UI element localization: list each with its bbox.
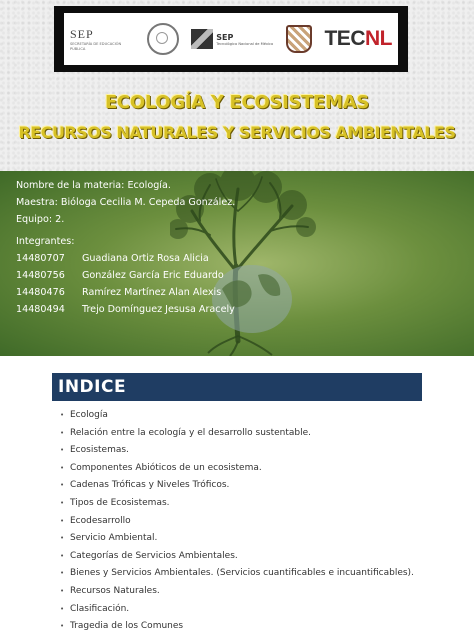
member-id: 14480476 <box>16 287 65 298</box>
tecnm-logo <box>191 29 273 49</box>
sep-logo <box>70 27 134 52</box>
national-seal-icon <box>147 23 179 55</box>
logo-strip <box>64 13 398 65</box>
tecnm-logo-subtext: Tecnológico Nacional de México <box>216 41 274 46</box>
bullet-icon: • <box>60 622 65 631</box>
index-page <box>0 362 474 632</box>
bullet-icon: • <box>60 446 65 455</box>
document-title: ECOLOGÍA Y ECOSISTEMAS <box>104 92 370 113</box>
bullet-icon: • <box>60 481 65 490</box>
list-item <box>60 604 414 622</box>
document-subtitle: RECURSOS NATURALES Y SERVICIOS AMBIENTALES <box>18 123 456 142</box>
member-row <box>16 253 236 265</box>
list-item-text: Tipos de Ecosistemas. <box>70 497 170 508</box>
team-line: Equipo: 2. <box>16 214 65 225</box>
member-row <box>16 304 236 316</box>
bullet-icon: • <box>60 463 65 472</box>
bullet-icon: • <box>60 534 65 543</box>
tecnl-logo-accent: NL <box>364 27 392 50</box>
index-list <box>60 410 414 639</box>
bullet-icon: • <box>60 428 65 437</box>
list-item-text: Recursos Naturales. <box>70 585 160 596</box>
tecnl-logo <box>324 27 392 51</box>
list-item-text: Servicio Ambiental. <box>70 533 158 544</box>
list-item-text: Ecodesarrollo <box>70 515 131 526</box>
member-name: Trejo Domínguez Jesusa Aracely <box>82 304 235 315</box>
teacher-line: Maestra: Bióloga Cecilia M. Cepeda González. <box>16 197 236 208</box>
list-item-text: Tragedia de los Comunes <box>70 621 184 632</box>
list-item <box>60 551 414 569</box>
tecnm-mark-icon <box>191 29 213 49</box>
list-item-text: Clasificación. <box>70 603 130 614</box>
bullet-icon: • <box>60 604 65 613</box>
bullet-icon: • <box>60 586 65 595</box>
bullet-icon: • <box>60 569 65 578</box>
index-header <box>52 373 422 401</box>
member-name: González García Eric Eduardo <box>82 270 224 281</box>
list-item-text: Cadenas Tróficas y Niveles Tróficos. <box>70 480 230 491</box>
member-name: Ramírez Martínez Alan Alexis <box>82 287 222 298</box>
index-title: INDICE <box>58 377 127 397</box>
list-item <box>60 410 414 428</box>
list-item-text: Relación entre la ecología y el desarrollo sustentable. <box>70 427 312 438</box>
tecnm-logo-text: SEP <box>216 32 234 42</box>
members-heading: Integrantes: <box>16 236 75 247</box>
member-row <box>16 287 236 299</box>
institute-shield-icon <box>286 25 312 53</box>
sep-logo-subtext: SECRETARÍA DE EDUCACIÓN PÚBLICA <box>70 41 122 51</box>
list-item <box>60 480 414 498</box>
bullet-icon: • <box>60 498 65 507</box>
bullet-icon: • <box>60 411 65 419</box>
list-item <box>60 586 414 604</box>
logo-banner <box>54 6 408 72</box>
sep-logo-text: SEP <box>70 26 94 41</box>
list-item <box>60 428 414 446</box>
list-item-text: Ecosistemas. <box>70 445 129 456</box>
list-item <box>60 463 414 481</box>
list-item-text: Ecología <box>70 410 108 420</box>
list-item-text: Bienes y Servicios Ambientales. (Servicios cuantificables e incuantificables). <box>70 568 414 579</box>
member-id: 14480756 <box>16 270 65 281</box>
bullet-icon: • <box>60 516 65 525</box>
list-item <box>60 568 414 586</box>
member-id: 14480707 <box>16 253 65 264</box>
member-name: Guadiana Ortiz Rosa Alicia <box>82 253 209 264</box>
list-item <box>60 621 414 639</box>
list-item <box>60 533 414 551</box>
member-id: 14480494 <box>16 304 65 315</box>
list-item-text: Categorías de Servicios Ambientales. <box>70 550 238 561</box>
subject-line: Nombre de la materia: Ecología. <box>16 180 171 191</box>
tecnl-logo-main: TEC <box>324 27 365 50</box>
member-row <box>16 270 236 282</box>
bullet-icon: • <box>60 551 65 560</box>
list-item-text: Componentes Abióticos de un ecosistema. <box>70 462 262 473</box>
list-item <box>60 445 414 463</box>
list-item <box>60 498 414 516</box>
list-item <box>60 516 414 534</box>
cover-info <box>16 180 236 316</box>
cover-info-panel <box>0 171 474 356</box>
